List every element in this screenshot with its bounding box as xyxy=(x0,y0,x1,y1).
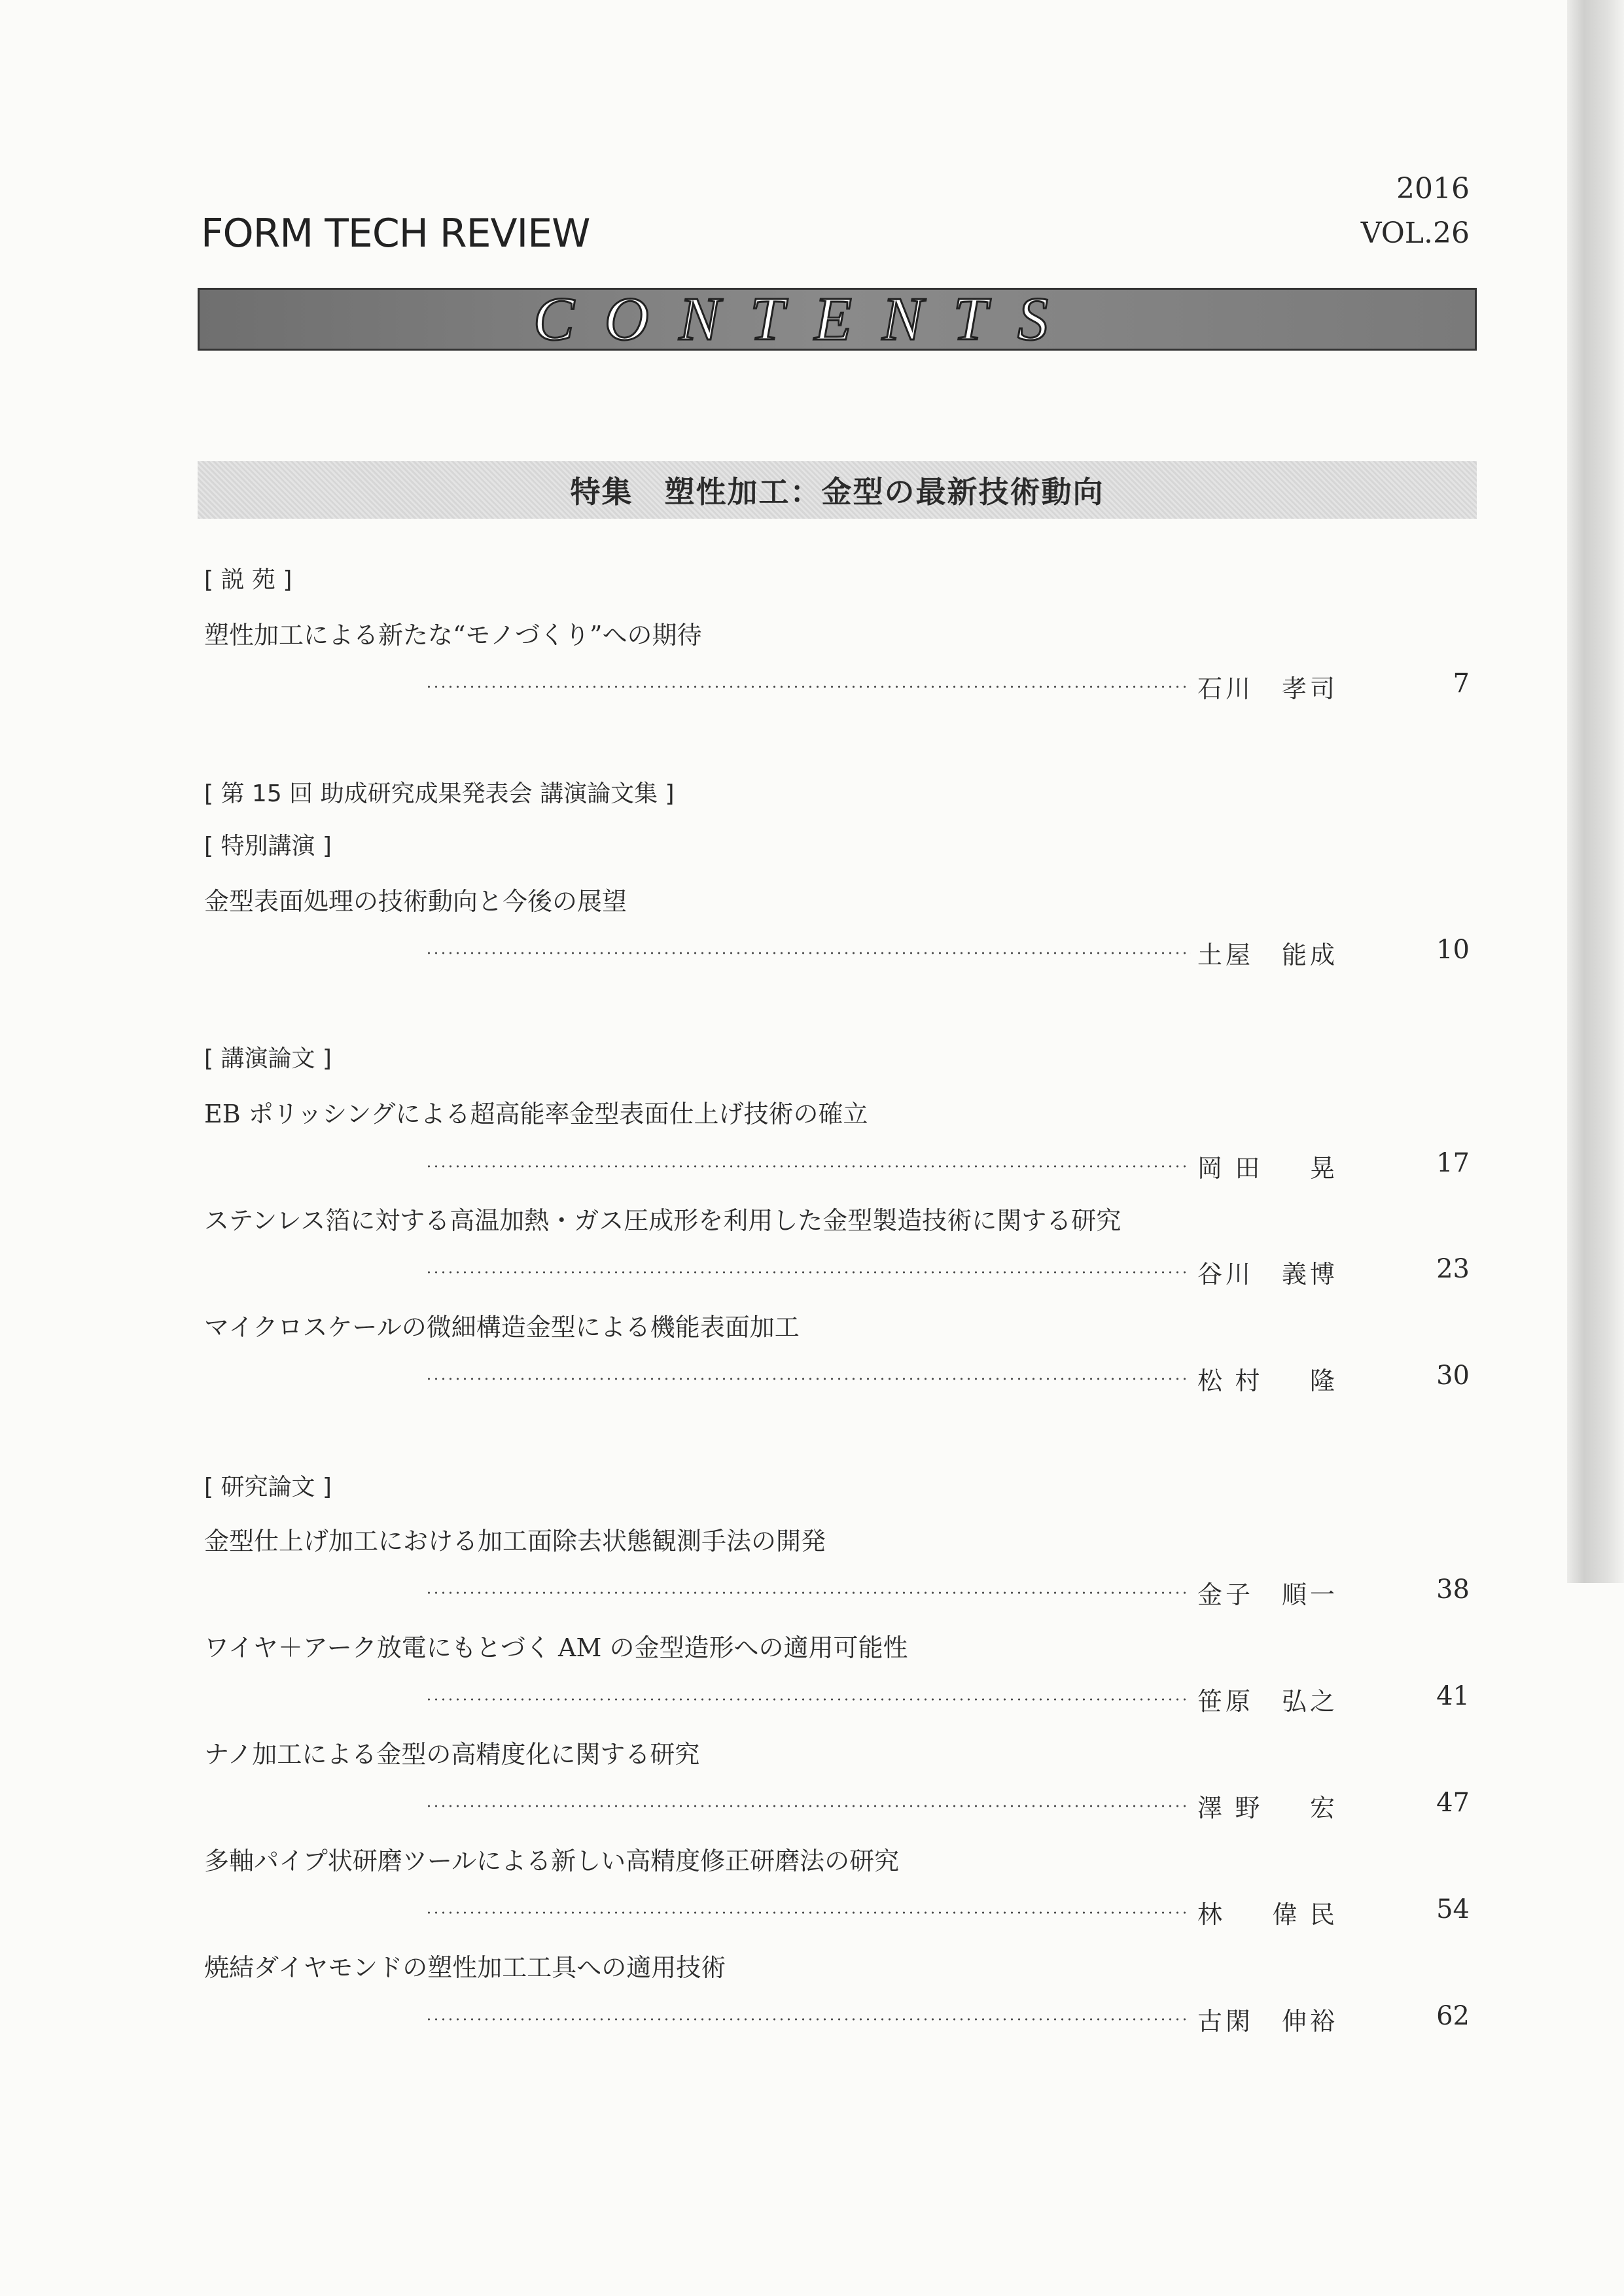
issue-volume: VOL.26 xyxy=(1360,217,1470,250)
leader-dots xyxy=(425,685,1191,689)
section-heading-lecture-papers: [ 講演論文 ] xyxy=(204,1045,332,1072)
feature-banner xyxy=(198,461,1477,519)
contents-label: CONTENTS xyxy=(533,285,1078,353)
page-edge-shadow xyxy=(1567,0,1624,1583)
toc-entry-author: 澤野 宏 xyxy=(1197,1794,1335,1822)
toc-entry-author: 土屋 能成 xyxy=(1197,941,1335,969)
toc-entry-author: 笹原 弘之 xyxy=(1197,1687,1335,1716)
toc-entry-author: 古閑 伸裕 xyxy=(1197,2007,1335,2036)
section-heading-special-lecture: [ 特別講演 ] xyxy=(204,833,332,860)
toc-entry-title[interactable]: 塑性加工による新たな“モノづくり”への期待 xyxy=(204,621,702,650)
leader-dots xyxy=(425,1591,1191,1595)
journal-title: FORM TECH REVIEW xyxy=(201,211,590,256)
section-heading-proceedings: [ 第 15 回 助成研究成果発表会 講演論文集 ] xyxy=(204,780,675,807)
issue-year: 2016 xyxy=(1396,172,1470,205)
toc-entry-title[interactable]: 金型仕上げ加工における加工面除去状態観測手法の開発 xyxy=(204,1527,826,1556)
toc-entry-page[interactable]: 30 xyxy=(1436,1361,1470,1391)
leader-dots xyxy=(425,1697,1191,1701)
leader-dots xyxy=(425,1164,1191,1168)
leader-dots xyxy=(425,1377,1191,1381)
toc-entry-page[interactable]: 54 xyxy=(1436,1894,1470,1924)
toc-entry-page[interactable]: 47 xyxy=(1436,1788,1470,1818)
toc-entry-author: 松村 隆 xyxy=(1197,1366,1335,1395)
toc-entry-title[interactable]: EB ポリッシングによる超高能率金型表面仕上げ技術の確立 xyxy=(204,1100,868,1128)
toc-entry-title[interactable]: ステンレス箔に対する高温加熱・ガス圧成形を利用した金型製造技術に関する研究 xyxy=(204,1206,1121,1235)
toc-entry-title[interactable]: 金型表面処理の技術動向と今後の展望 xyxy=(204,887,627,916)
leader-dots xyxy=(425,1804,1191,1808)
toc-entry-author: 岡田 晃 xyxy=(1197,1154,1335,1183)
toc-entry-page[interactable]: 10 xyxy=(1436,935,1470,965)
toc-entry-author: 林 偉民 xyxy=(1197,1900,1335,1929)
toc-entry-page[interactable]: 41 xyxy=(1436,1681,1470,1711)
toc-entry-page[interactable]: 62 xyxy=(1436,2001,1470,2031)
leader-dots xyxy=(425,951,1191,955)
toc-entry-page[interactable]: 7 xyxy=(1453,669,1470,699)
leader-dots xyxy=(425,1270,1191,1274)
toc-entry-author: 谷川 義博 xyxy=(1197,1260,1335,1289)
toc-entry-title[interactable]: マイクロスケールの微細構造金型による機能表面加工 xyxy=(204,1313,800,1342)
toc-entry-title[interactable]: ナノ加工による金型の高精度化に関する研究 xyxy=(204,1740,700,1769)
toc-entry-title[interactable]: ワイヤ＋アーク放電にもとづく AM の金型造形への適用可能性 xyxy=(204,1633,908,1662)
section-heading-research-papers: [ 研究論文 ] xyxy=(204,1474,332,1501)
toc-entry-author: 石川 孝司 xyxy=(1197,674,1335,703)
toc-entry-page[interactable]: 17 xyxy=(1436,1148,1470,1178)
leader-dots xyxy=(425,2017,1191,2021)
feature-title: 特集 塑性加工：金型の最新技術動向 xyxy=(570,474,1104,510)
section-heading-essay: [ 説 苑 ] xyxy=(204,566,292,593)
toc-entry-title[interactable]: 多軸パイプ状研磨ツールによる新しい高精度修正研磨法の研究 xyxy=(204,1847,900,1875)
toc-entry-author: 金子 順一 xyxy=(1197,1580,1335,1609)
toc-entry-page[interactable]: 38 xyxy=(1436,1574,1470,1605)
toc-entry-page[interactable]: 23 xyxy=(1436,1254,1470,1284)
toc-entry-title[interactable]: 焼結ダイヤモンドの塑性加工工具への適用技術 xyxy=(204,1953,726,1982)
leader-dots xyxy=(425,1911,1191,1915)
